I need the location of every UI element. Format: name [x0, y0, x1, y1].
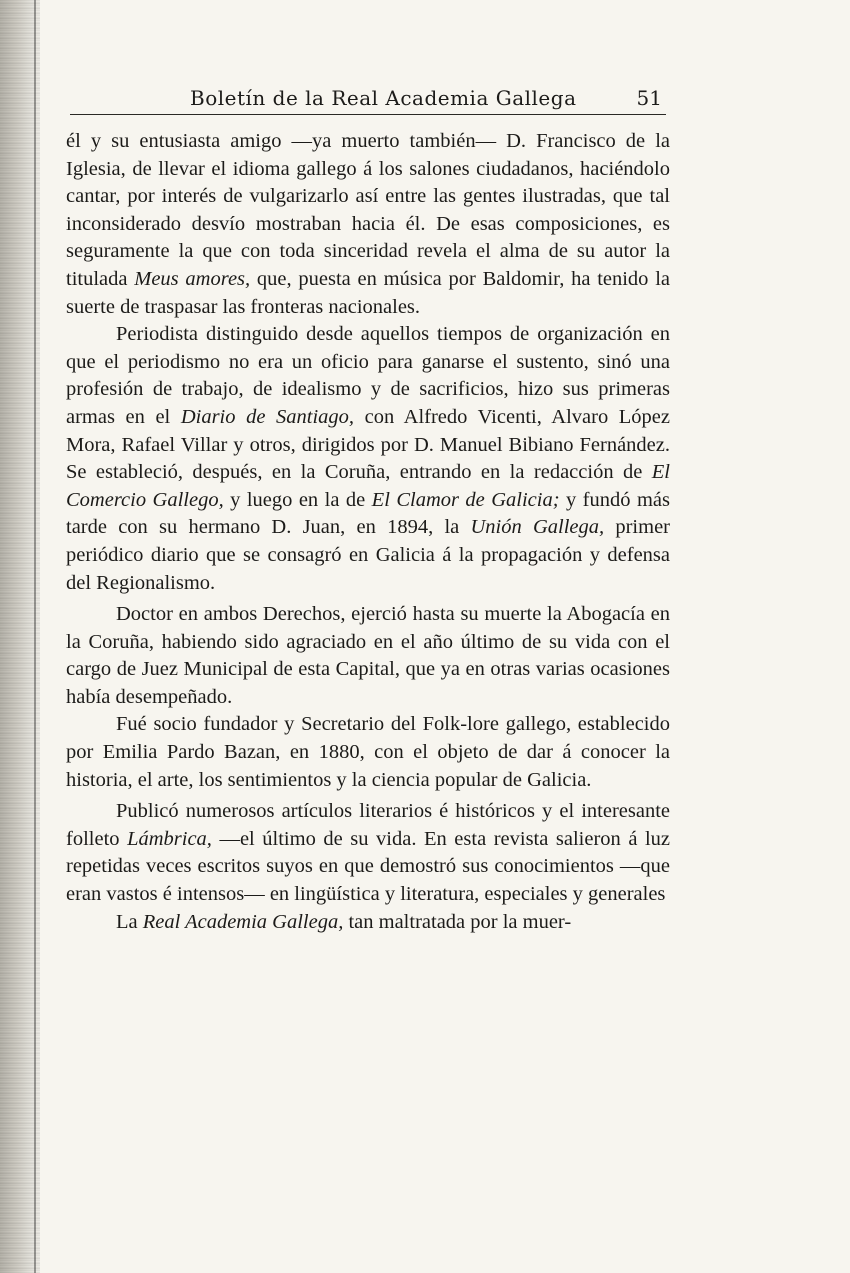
italic-title: Unión Gallega,: [470, 516, 605, 539]
paragraph: [66, 601, 670, 711]
text-run: Publicó numerosos artículos literarios é históricos y el interesante folleto: [66, 800, 670, 850]
paragraph: [66, 798, 670, 908]
text-run: Doctor en ambos Derechos, ejerció hasta su muerte la Abogacía en la Coruña, habiendo sido agraciado en el año último de su vida con el cargo de Juez Municipal de esta Capital, que ya en otras varias ocasiones había desempeñado.: [66, 603, 670, 708]
italic-title: El Clamor de Galicia;: [371, 488, 560, 511]
page-number: 51: [636, 86, 662, 110]
scanned-page-edge: [0, 0, 40, 1273]
italic-title: Meus amores,: [134, 267, 251, 290]
italic-title: El Comercio Gallego,: [66, 461, 670, 511]
body-text: [66, 128, 670, 936]
text-run: y fundó más tarde con su hermano D. Juan, en 1894, la: [66, 488, 670, 539]
text-run: La: [116, 910, 143, 933]
text-run: primer periódico diario que se consagró en Galicia á la propagación y defensa del Regionalismo.: [66, 516, 670, 594]
text-run: Periodista distinguido desde aquellos tiempos de organización en que el periodismo no era un oficio para ganarse el sustento, sinó una profesión de trabajo, de idealismo y de sacrificios, hizo sus primeras armas en el: [66, 323, 670, 428]
text-run: que, puesta en música por Baldomir, ha tenido la suerte de traspasar las fronteras nacionales.: [66, 267, 670, 318]
italic-title: Real Academia Gallega,: [142, 910, 344, 933]
running-header: [70, 84, 666, 115]
text-run: y luego en la de: [223, 488, 372, 511]
text-run: Fué socio fundador y Secretario del Folk-lore gallego, establecido por Emilia Pardo Bazan, en 1880, con el objeto de dar á conocer la historia, el arte, los sentimientos y la ciencia popular de Galicia.: [66, 713, 670, 791]
paragraph: [66, 909, 670, 937]
paragraph: [66, 128, 670, 321]
paragraph: [66, 711, 670, 794]
running-title: Boletín de la Real Academia Gallega: [190, 86, 577, 110]
text-run: con Alfredo Vicenti, Alvaro López Mora, Rafael Villar y otros, dirigidos por D. Manuel Bibiano Fernández. Se estableció, después, en la Coruña, entrando en la redacción de: [66, 405, 671, 484]
italic-title: Diario de Santiago,: [180, 405, 355, 428]
paragraph: [66, 321, 670, 597]
text-run: tan maltratada por la muer-: [343, 910, 572, 933]
text-run: —el último de su vida. En esta revista salieron á luz repetidas veces escritos suyos en que demostró sus conocimientos —que eran vastos é intensos— en lingüística y literatura, especiales y generales: [66, 827, 670, 906]
italic-title: Lámbrica,: [127, 827, 212, 850]
text-run: él y su entusiasta amigo —ya muerto también— D. Francisco de la Iglesia, de llevar el idioma gallego á los salones ciudadanos, haciéndolo cantar, por interés de vulgarizarlo así entre las gentes ilustradas, que tal inconsiderado desvío mostraban hacia él. De esas composiciones, es seguramente la que con toda sinceridad revela el alma de su autor la titulada: [66, 130, 670, 290]
